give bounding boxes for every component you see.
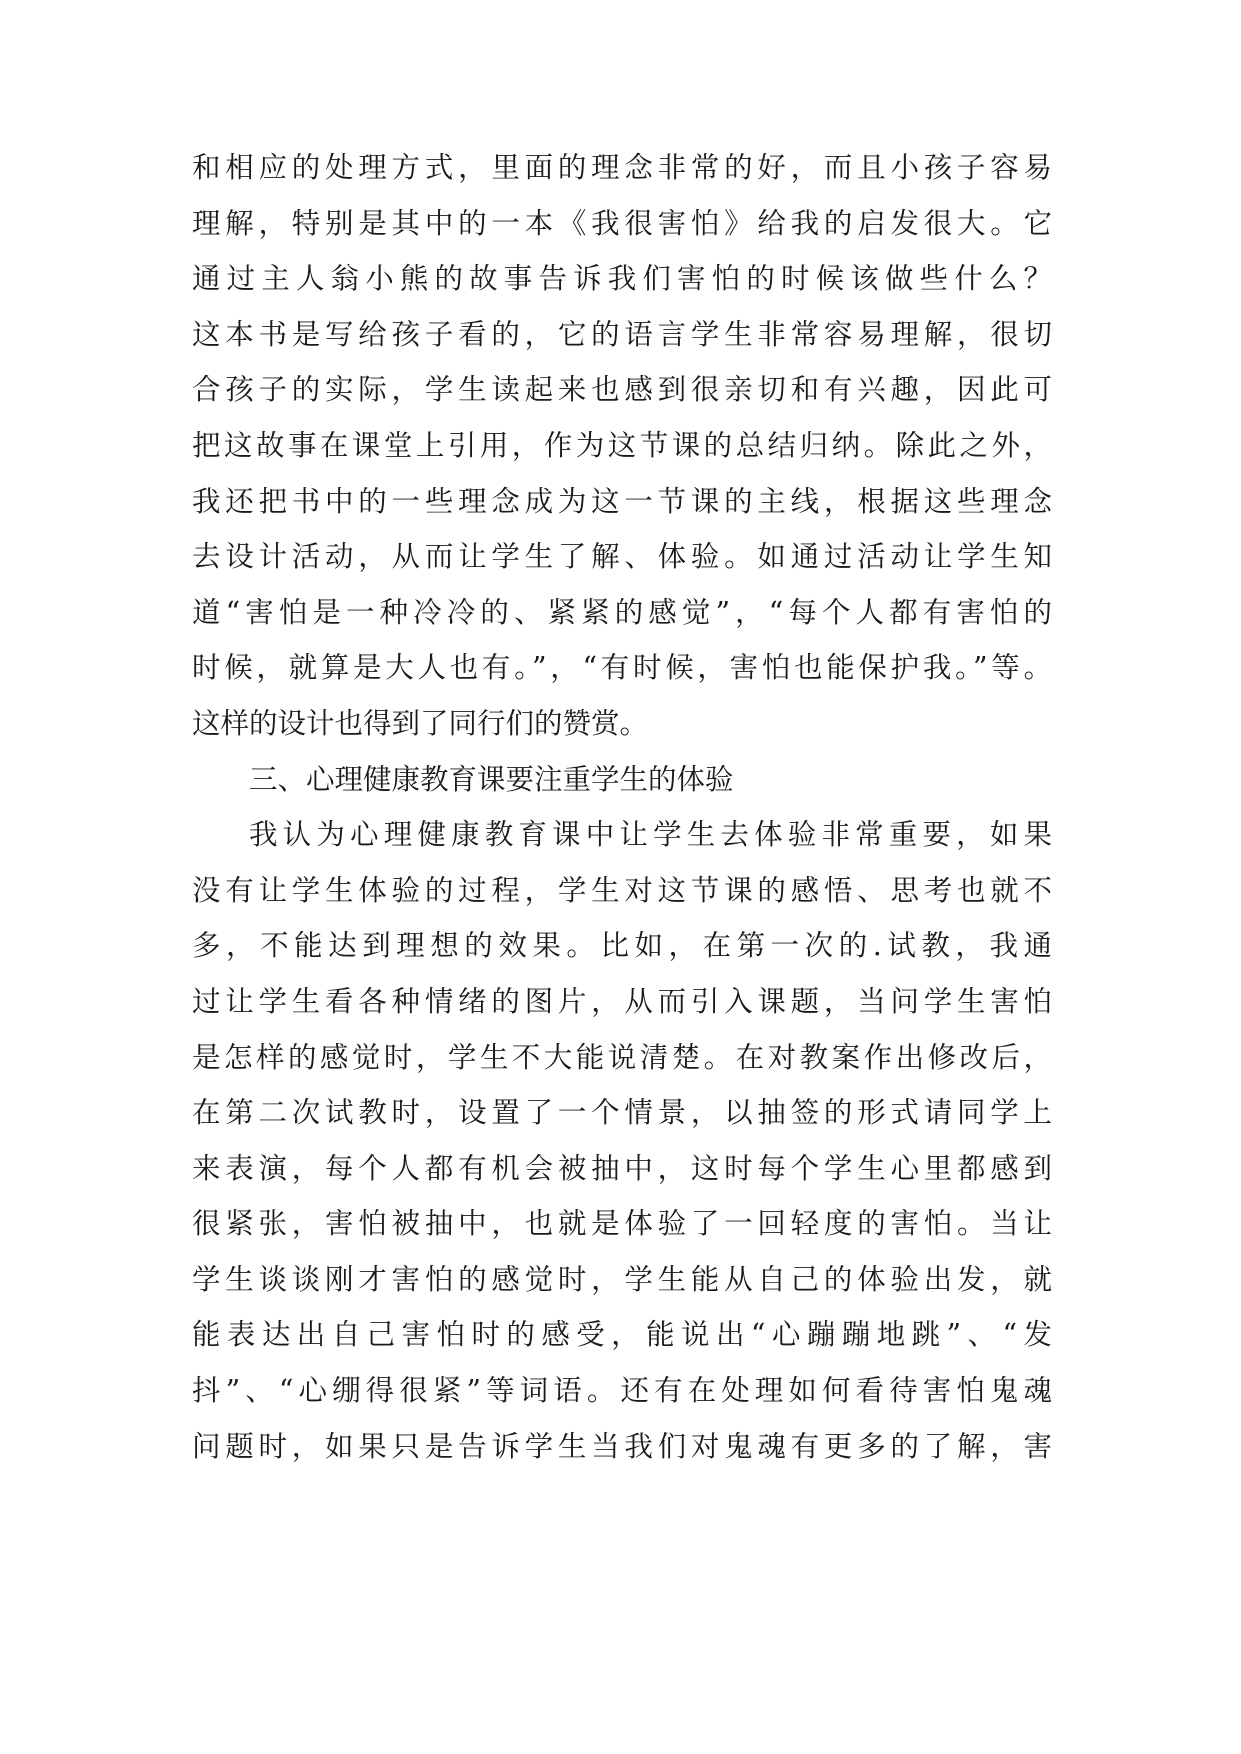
text-line: 过让学生看各种情绪的图片，从而引入课题，当问学生害怕 [192,984,1052,1018]
text-line: 这样的设计也得到了同行们的赞赏。 [192,706,649,740]
paragraph [192,807,1052,1474]
text-line: 时候，就算是大人也有。”，“有时候，害怕也能保护我。”等。 [192,651,1052,685]
text-line: 能表达出自己害怕时的感受，能说出“心蹦蹦地跳”、“发 [192,1318,1052,1352]
text-line: 在第二次试教时，设置了一个情景，以抽签的形式请同学上 [192,1096,1052,1130]
text-line: 通过主人翁小熊的故事告诉我们害怕的时候该做些什么？ [192,262,1052,296]
text-line: 我认为心理健康教育课中让学生去体验非常重要，如果 [249,818,1052,852]
document-body [192,140,1052,1474]
text-line: 理解，特别是其中的一本《我很害怕》给我的启发很大。它 [192,206,1052,240]
text-line: 合孩子的实际，学生读起来也感到很亲切和有兴趣，因此可 [192,373,1052,407]
text-line: 和相应的处理方式，里面的理念非常的好，而且小孩子容易 [192,151,1052,184]
text-line: 把这故事在课堂上引用，作为这节课的总结归纳。除此之外， [192,428,1052,462]
text-line: 没有让学生体验的过程，学生对这节课的感悟、思考也就不 [192,873,1052,907]
text-line: 是怎样的感觉时，学生不大能说清楚。在对教案作出修改后， [192,1040,1052,1074]
text-line: 问题时，如果只是告诉学生当我们对鬼魂有更多的了解，害 [192,1429,1052,1463]
section-heading: 三、心理健康教育课要注重学生的体验 [249,762,734,796]
text-line: 学生谈谈刚才害怕的感觉时，学生能从自己的体验出发，就 [192,1262,1052,1296]
text-line: 道“害怕是一种冷冷的、紧紧的感觉”，“每个人都有害怕的 [192,595,1052,629]
text-line: 很紧张，害怕被抽中，也就是体验了一回轻度的害怕。当让 [192,1207,1052,1241]
paragraph-continued [192,140,1052,752]
text-line: 抖”、“心绷得很紧”等词语。还有在处理如何看待害怕鬼魂 [192,1374,1052,1408]
text-line: 我还把书中的一些理念成为这一节课的主线，根据这些理念 [192,484,1052,518]
text-line: 多，不能达到理想的效果。比如，在第一次的.试教，我通 [192,929,1052,963]
text-line: 去设计活动，从而让学生了解、体验。如通过活动让学生知 [192,540,1052,574]
text-line: 这本书是写给孩子看的，它的语言学生非常容易理解，很切 [192,317,1052,351]
text-line: 来表演，每个人都有机会被抽中，这时每个学生心里都感到 [192,1151,1052,1185]
